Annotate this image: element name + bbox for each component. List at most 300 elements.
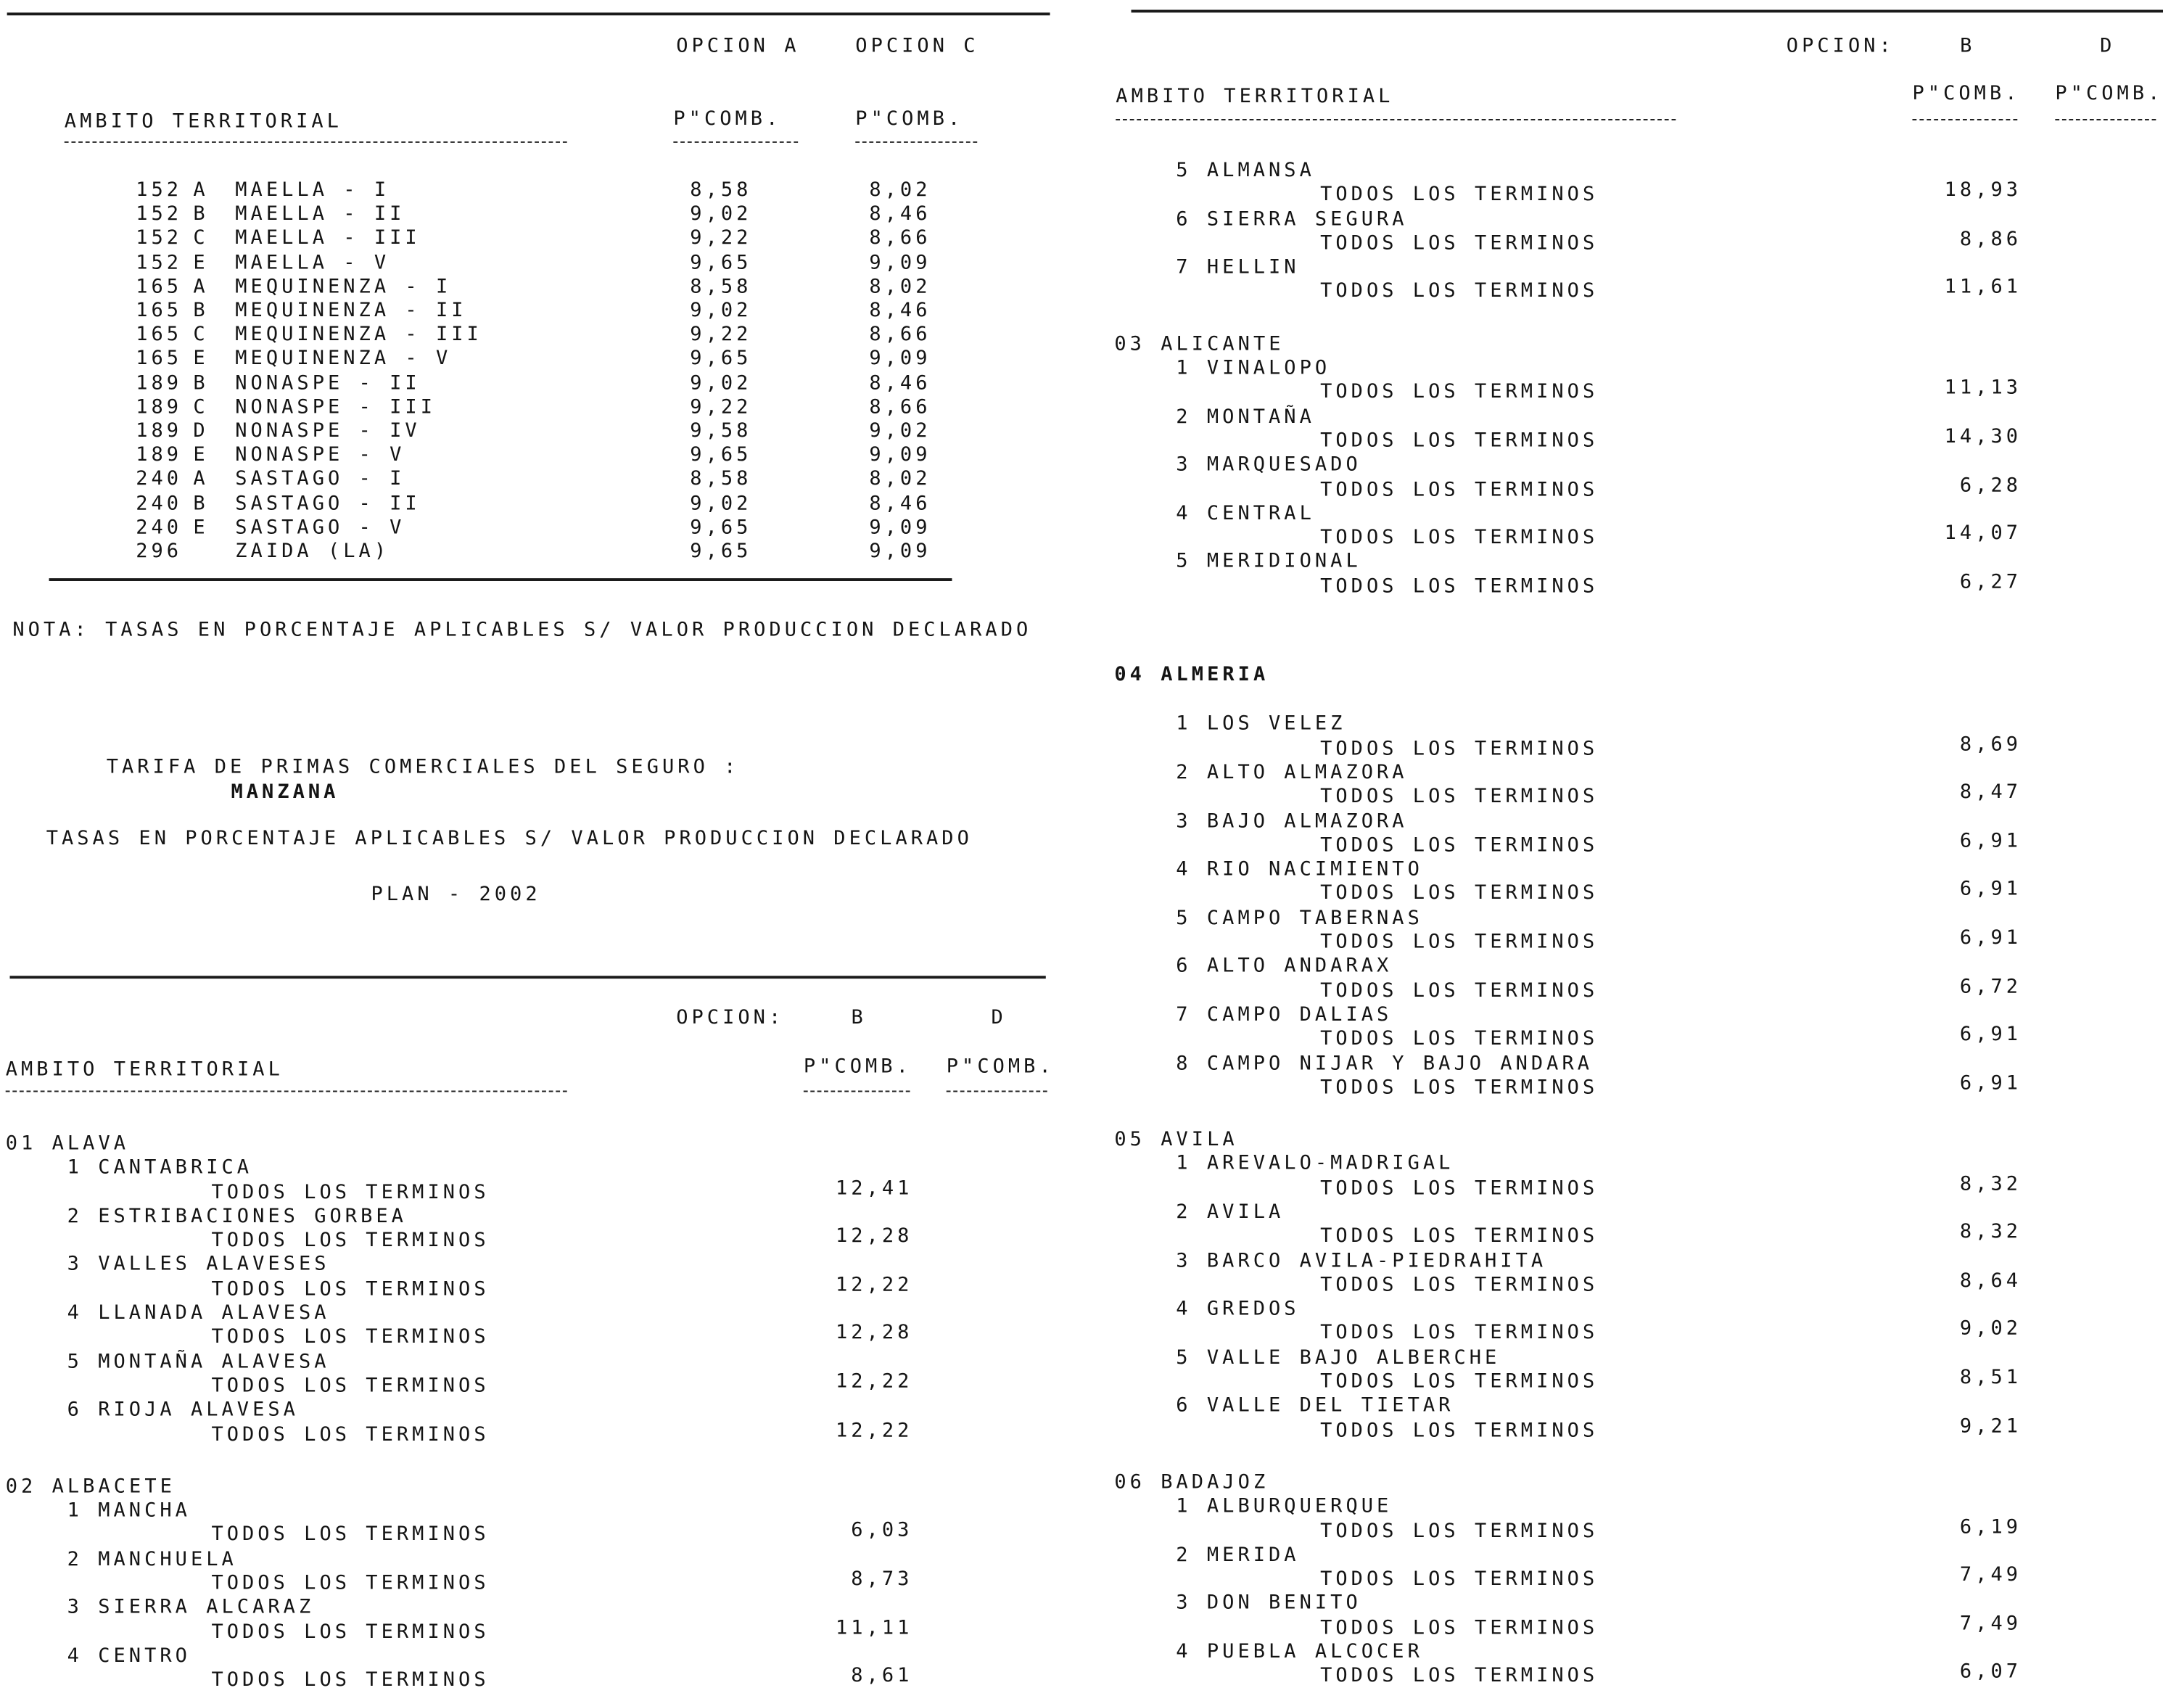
rate-value-b: 12,28 (835, 1322, 913, 1345)
row-value-a: 8,58 (690, 179, 752, 202)
comarca-name: MANCHA (98, 1499, 191, 1523)
territory-group (1114, 333, 2094, 599)
row-value-c: 8,66 (869, 227, 931, 250)
comarca-number: 3 (1176, 1249, 1192, 1272)
province-name: ALAVA (51, 1132, 130, 1156)
row-code: 165 (136, 324, 183, 347)
province-name: ALICANTE (1161, 332, 1285, 355)
header-opcion: OPCION: (1786, 35, 1895, 58)
comarca-line (1114, 454, 2094, 478)
comarca-line (1114, 907, 2094, 931)
header-pcomb-d: P"COMB. (2055, 82, 2164, 105)
rate-value-b: 8,69 (1959, 733, 2022, 756)
terms-line (1114, 1269, 2094, 1298)
comarca-name: CAMPO TABERNAS (1206, 907, 1423, 930)
row-code: 165 (136, 347, 183, 371)
rate-value-b: 7,49 (1959, 1612, 2022, 1635)
dash-divider (855, 141, 977, 143)
territory-group (1114, 160, 2094, 305)
terms-line (1114, 1515, 2094, 1544)
comarca-name: PUEBLA ALCOCER (1206, 1641, 1423, 1664)
rate-value-b: 8,86 (1959, 228, 2022, 251)
terms-line (1114, 975, 2094, 1003)
row-code: 296 (136, 540, 183, 563)
comarca-name: ESTRIBACIONES GORBEA (98, 1205, 407, 1228)
row-name: NONASPE - II (235, 371, 421, 395)
province-name: AVILA (1161, 1128, 1238, 1151)
comarca-number: 2 (1176, 1200, 1192, 1224)
table-row (0, 276, 980, 300)
tariff-subtitle: TASAS EN PORCENTAJE APLICABLES S/ VALOR PRODUCCION DECLARADO (46, 827, 973, 850)
row-code: 152 (136, 251, 183, 274)
rate-value-b: 7,49 (1959, 1564, 2022, 1587)
row-name: SASTAGO - I (235, 468, 405, 491)
territory-group (6, 1475, 986, 1693)
table-row (0, 516, 980, 540)
comarca-name: VALLE DEL TIETAR (1206, 1395, 1454, 1417)
comarca-name: ALBURQUERQUE (1206, 1495, 1393, 1518)
comarca-number: 6 (1176, 955, 1192, 978)
terms-line (6, 1616, 986, 1644)
terms-line (1114, 570, 2094, 599)
comarca-number: 2 (1176, 761, 1192, 784)
row-name: NONASPE - IV (235, 420, 421, 442)
comarca-name: VALLE BAJO ALBERCHE (1206, 1346, 1501, 1370)
province-name: ALMERIA (1161, 663, 1269, 686)
rate-value-b: 6,91 (1959, 878, 2022, 901)
rate-value-b: 6,27 (1959, 570, 2022, 593)
top-rule (7, 12, 1050, 15)
terms-line (1114, 1414, 2094, 1443)
comarca-name: CANTABRICA (98, 1156, 253, 1179)
terms-line (1114, 276, 2094, 305)
table-row (0, 324, 980, 347)
terms-line (6, 1568, 986, 1597)
terms-label: TODOS LOS TERMINOS (1320, 1274, 1599, 1297)
rate-value-b: 8,47 (1959, 781, 2022, 804)
terms-label: TODOS LOS TERMINOS (1320, 786, 1599, 809)
comarca-number: 2 (1176, 1544, 1192, 1567)
comarca-name: CENTRAL (1206, 502, 1315, 525)
row-name: NONASPE - V (235, 444, 405, 467)
section-rule (10, 976, 1046, 979)
row-value-c: 9,09 (869, 347, 931, 371)
comarca-name: RIO NACIMIENTO (1206, 858, 1423, 881)
terms-line (6, 1370, 986, 1399)
left-territory-list (6, 1132, 986, 1693)
row-name: MAELLA - III (235, 227, 421, 250)
rate-value-b: 12,28 (835, 1225, 913, 1248)
terms-line (1114, 1612, 2094, 1641)
comarca-line (1114, 1052, 2094, 1076)
header-pcomb-c: P"COMB. (855, 107, 964, 131)
comarca-number: 8 (1176, 1052, 1192, 1075)
row-value-a: 9,65 (690, 251, 752, 274)
comarca-name: VINALOPO (1206, 357, 1331, 380)
row-value-a: 8,58 (690, 275, 752, 298)
row-code: 189 (136, 420, 183, 442)
note: NOTA: TASAS EN PORCENTAJE APLICABLES S/ VALOR PRODUCCION DECLARADO (12, 619, 1032, 641)
rate-value-b: 11,11 (835, 1616, 913, 1639)
terms-label: TODOS LOS TERMINOS (211, 1669, 490, 1692)
comarca-number: 3 (1176, 1592, 1192, 1615)
terms-label: TODOS LOS TERMINOS (1320, 979, 1599, 1002)
table-row (0, 227, 980, 251)
terms-label: TODOS LOS TERMINOS (211, 1277, 490, 1301)
territory-group (1114, 1129, 2094, 1443)
rate-value-b: 9,02 (1959, 1318, 2022, 1341)
rate-value-b: 18,93 (1944, 179, 2022, 202)
terms-label: TODOS LOS TERMINOS (211, 1620, 490, 1644)
province-name: ALBACETE (51, 1475, 176, 1498)
header-ambito: AMBITO TERRITORIAL (1116, 85, 1394, 108)
terms-label: TODOS LOS TERMINOS (211, 1181, 490, 1204)
header-option-b: B (851, 1006, 867, 1029)
rate-value-b: 12,22 (835, 1419, 913, 1442)
comarca-number: 5 (67, 1350, 83, 1373)
row-value-a: 9,65 (690, 516, 752, 539)
row-value-c: 9,09 (869, 516, 931, 539)
comarca-line (1114, 1496, 2094, 1520)
terms-label: TODOS LOS TERMINOS (1320, 478, 1599, 501)
terms-label: TODOS LOS TERMINOS (1320, 1225, 1599, 1248)
header-option-b: B (1960, 35, 1976, 58)
dash-divider (1116, 119, 1676, 120)
rate-value-b: 6,91 (1959, 1072, 2022, 1095)
comarca-name: VALLES ALAVESES (98, 1253, 330, 1277)
terms-label: TODOS LOS TERMINOS (1320, 280, 1599, 303)
comarca-name: MERIDIONAL (1206, 551, 1361, 574)
rate-value-b: 6,03 (851, 1520, 913, 1542)
terms-label: TODOS LOS TERMINOS (1320, 1665, 1599, 1688)
comarca-number: 4 (1176, 1298, 1192, 1321)
terms-line (6, 1419, 986, 1447)
terms-label: TODOS LOS TERMINOS (211, 1423, 490, 1446)
header-option-d: D (991, 1006, 1007, 1029)
comarca-number: 5 (1176, 551, 1192, 574)
row-value-c: 8,02 (869, 275, 931, 298)
row-value-a: 9,22 (690, 227, 752, 250)
row-value-a: 9,65 (690, 444, 752, 467)
terms-label: TODOS LOS TERMINOS (1320, 381, 1599, 404)
comarca-name: SIERRA SEGURA (1206, 207, 1408, 231)
row-name: MAELLA - II (235, 203, 405, 226)
row-letter: A (193, 468, 209, 491)
row-value-a: 9,58 (690, 420, 752, 442)
comarca-number: 1 (1176, 357, 1192, 380)
comarca-name: MANCHUELA (98, 1548, 237, 1571)
row-name: MEQUINENZA - II (235, 300, 467, 322)
comarca-name: RIOJA ALAVESA (98, 1399, 299, 1422)
comarca-line (1114, 1395, 2094, 1419)
comarca-name: MONTAÑA (1206, 405, 1315, 428)
terms-line (1114, 179, 2094, 207)
row-value-c: 8,02 (869, 468, 931, 491)
row-value-a: 9,02 (690, 492, 752, 515)
comarca-number: 3 (67, 1253, 83, 1277)
terms-label: TODOS LOS TERMINOS (1320, 1370, 1599, 1393)
rate-value-b: 8,73 (851, 1568, 913, 1591)
row-code: 189 (136, 444, 183, 467)
comarca-name: BAJO ALMAZORA (1206, 810, 1408, 833)
rate-value-b: 8,64 (1959, 1269, 2022, 1293)
rate-value-b: 6,91 (1959, 830, 2022, 853)
table-row (0, 540, 980, 564)
comarca-number: 4 (67, 1644, 83, 1668)
terms-line (1114, 474, 2094, 502)
dash-divider (673, 141, 798, 143)
province-header (6, 1132, 986, 1156)
province-code: 01 (5, 1132, 37, 1156)
comarca-number: 1 (1176, 1495, 1192, 1518)
province-code: 03 (1114, 332, 1145, 355)
terms-line (6, 1273, 986, 1302)
table-row (0, 252, 980, 276)
rate-value-b: 14,07 (1944, 522, 2022, 545)
rate-value-b: 8,61 (851, 1665, 913, 1688)
comarca-line (1114, 810, 2094, 834)
row-letter: D (193, 420, 209, 442)
province-header (6, 1475, 986, 1499)
terms-line (1114, 1564, 2094, 1592)
comarca-name: ALMANSA (1206, 160, 1315, 182)
row-value-a: 8,58 (690, 468, 752, 491)
row-code: 240 (136, 516, 183, 539)
row-letter: C (193, 227, 209, 250)
terms-label: TODOS LOS TERMINOS (1320, 429, 1599, 453)
terms-line (1114, 228, 2094, 256)
terms-line (1114, 830, 2094, 858)
comarca-name: AVILA (1206, 1200, 1285, 1224)
comarca-name: MARQUESADO (1206, 453, 1361, 477)
territory-group (1114, 1471, 2094, 1689)
province-code: 04 (1114, 663, 1145, 686)
comarca-number: 2 (67, 1548, 83, 1571)
row-value-a: 9,02 (690, 300, 752, 322)
comarca-number: 4 (1176, 502, 1192, 525)
row-name: MEQUINENZA - III (235, 324, 482, 347)
comarca-number: 1 (67, 1499, 83, 1523)
comarca-name: GREDOS (1206, 1298, 1300, 1321)
terms-line (1114, 1024, 2094, 1052)
terms-label: TODOS LOS TERMINOS (1320, 527, 1599, 549)
terms-label: TODOS LOS TERMINOS (1320, 1322, 1599, 1345)
row-value-c: 9,09 (869, 540, 931, 563)
header-ambito: AMBITO TERRITORIAL (5, 1058, 284, 1082)
rate-value-b: 6,28 (1959, 474, 2022, 497)
row-letter: E (193, 516, 209, 539)
comarca-name: AREVALO-MADRIGAL (1206, 1153, 1454, 1176)
row-code: 189 (136, 371, 183, 395)
comarca-line (1114, 762, 2094, 786)
row-code: 152 (136, 203, 183, 226)
comarca-line (1114, 1298, 2094, 1322)
row-value-a: 9,02 (690, 371, 752, 395)
comarca-line (1114, 1346, 2094, 1370)
comarca-number: 7 (1176, 256, 1192, 279)
row-letter: E (193, 347, 209, 371)
row-code: 240 (136, 468, 183, 491)
comarca-number: 1 (67, 1156, 83, 1179)
comarca-number: 5 (1176, 907, 1192, 930)
dash-divider (6, 1091, 567, 1092)
comarca-number: 6 (1176, 1395, 1192, 1417)
row-letter: C (193, 395, 209, 419)
terms-label: TODOS LOS TERMINOS (1320, 1076, 1599, 1099)
row-value-c: 8,46 (869, 492, 931, 515)
terms-line (6, 1665, 986, 1693)
row-value-c: 8,46 (869, 371, 931, 395)
row-value-a: 9,22 (690, 324, 752, 347)
row-value-a: 9,65 (690, 540, 752, 563)
province-code: 06 (1114, 1471, 1145, 1494)
row-value-c: 8,66 (869, 324, 931, 347)
comarca-name: DON BENITO (1206, 1592, 1361, 1615)
terms-line (1114, 1072, 2094, 1100)
rate-value-b: 6,91 (1959, 1024, 2022, 1047)
row-name: MEQUINENZA - V (235, 347, 452, 371)
table-row (0, 203, 980, 227)
row-letter: B (193, 300, 209, 322)
row-name: MAELLA - I (235, 179, 390, 202)
province-code: 05 (1114, 1128, 1145, 1151)
table-row (0, 372, 980, 396)
terms-label: TODOS LOS TERMINOS (1320, 184, 1599, 207)
comarca-line (1114, 1250, 2094, 1274)
terms-label: TODOS LOS TERMINOS (1320, 232, 1599, 255)
table-row (0, 468, 980, 492)
table-row (0, 396, 980, 420)
province-header (1114, 664, 2094, 688)
row-letter: A (193, 275, 209, 298)
row-value-a: 9,02 (690, 203, 752, 226)
rate-value-b: 9,21 (1959, 1414, 2022, 1438)
comarca-name: LLANADA ALAVESA (98, 1302, 330, 1325)
row-code: 189 (136, 395, 183, 419)
comarca-line (6, 1548, 986, 1572)
plan-year: PLAN - 2002 (371, 883, 541, 906)
comarca-line (1114, 1004, 2094, 1028)
row-name: SASTAGO - II (235, 492, 421, 515)
header-pcomb-b: P"COMB. (1912, 82, 2021, 105)
comarca-number: 2 (1176, 405, 1192, 428)
header-pcomb-b: P"COMB. (803, 1055, 912, 1079)
terms-label: TODOS LOS TERMINOS (1320, 882, 1599, 905)
rate-value-b: 6,72 (1959, 975, 2022, 998)
row-value-c: 8,46 (869, 300, 931, 322)
row-name: NONASPE - III (235, 395, 436, 419)
row-name: ZAIDA (LA) (235, 540, 390, 563)
row-letter: C (193, 324, 209, 347)
terms-label: TODOS LOS TERMINOS (211, 1375, 490, 1398)
row-value-c: 8,66 (869, 395, 931, 419)
terms-line (6, 1225, 986, 1253)
terms-label: TODOS LOS TERMINOS (211, 1523, 490, 1546)
row-name: MEQUINENZA - I (235, 275, 452, 298)
row-code: 165 (136, 275, 183, 298)
comarca-number: 4 (1176, 1641, 1192, 1664)
comarca-number: 3 (1176, 453, 1192, 477)
terms-line (1114, 425, 2094, 453)
comarca-number: 4 (1176, 858, 1192, 881)
rate-value-b: 6,19 (1959, 1515, 2022, 1539)
terms-line (1114, 1318, 2094, 1346)
terms-line (1114, 376, 2094, 405)
row-letter: E (193, 251, 209, 274)
comarca-line (1114, 1592, 2094, 1616)
comarca-line (1114, 1641, 2094, 1665)
row-code: 152 (136, 227, 183, 250)
comarca-name: CENTRO (98, 1644, 191, 1668)
province-header (1114, 1129, 2094, 1153)
comarca-number: 4 (67, 1302, 83, 1325)
terms-line (1114, 1660, 2094, 1689)
comarca-line (1114, 1153, 2094, 1177)
comarca-number: 3 (1176, 810, 1192, 833)
table-bottom-rule (49, 578, 952, 581)
comarca-number: 5 (1176, 1346, 1192, 1370)
comarca-name: MERIDA (1206, 1544, 1300, 1567)
terms-line (1114, 1221, 2094, 1249)
row-value-c: 8,02 (869, 179, 931, 202)
comarca-number: 6 (1176, 207, 1192, 231)
comarca-number: 5 (1176, 160, 1192, 182)
header-opcion-c: OPCION C (855, 35, 979, 58)
rate-value-b: 6,07 (1959, 1660, 2022, 1684)
dash-divider (2055, 119, 2156, 120)
row-name: SASTAGO - V (235, 516, 405, 539)
row-code: 165 (136, 300, 183, 322)
comarca-line (1114, 955, 2094, 979)
comarca-line (1114, 208, 2094, 232)
row-name: MAELLA - V (235, 251, 390, 274)
terms-label: TODOS LOS TERMINOS (211, 1326, 490, 1349)
rate-value-b: 14,30 (1944, 425, 2022, 448)
table-row (0, 420, 980, 444)
comarca-line (6, 1645, 986, 1669)
header-opcion-a: OPCION A (676, 35, 800, 58)
comarca-name: LOS VELEZ (1206, 713, 1346, 736)
rate-value-b: 12,22 (835, 1370, 913, 1393)
terms-label: TODOS LOS TERMINOS (1320, 931, 1599, 954)
terms-line (6, 1520, 986, 1548)
right-territory-list (1114, 160, 2094, 1689)
row-value-c: 9,09 (869, 251, 931, 274)
comarca-name: SIERRA ALCARAZ (98, 1596, 315, 1619)
terms-label: TODOS LOS TERMINOS (1320, 1419, 1599, 1442)
row-letter: E (193, 444, 209, 467)
dash-divider (947, 1091, 1047, 1092)
territory-group (1114, 664, 2094, 1100)
terms-line (1114, 522, 2094, 551)
top-rule-right (1132, 10, 2163, 13)
comarca-line (1114, 1201, 2094, 1225)
dash-divider (804, 1091, 910, 1092)
rate-value-b: 8,51 (1959, 1366, 2022, 1389)
terms-line (6, 1322, 986, 1351)
table-row (0, 300, 980, 324)
comarca-name: ALTO ANDARAX (1206, 955, 1393, 978)
row-value-a: 9,22 (690, 395, 752, 419)
header-pcomb-d: P"COMB. (946, 1055, 1055, 1079)
terms-label: TODOS LOS TERMINOS (1320, 1177, 1599, 1200)
rate-value-b: 11,13 (1944, 376, 2022, 400)
terms-label: TODOS LOS TERMINOS (1320, 1028, 1599, 1050)
terms-label: TODOS LOS TERMINOS (211, 1229, 490, 1252)
rate-value-b: 8,32 (1959, 1221, 2022, 1244)
terms-label: TODOS LOS TERMINOS (211, 1572, 490, 1595)
terms-label: TODOS LOS TERMINOS (1320, 574, 1599, 598)
